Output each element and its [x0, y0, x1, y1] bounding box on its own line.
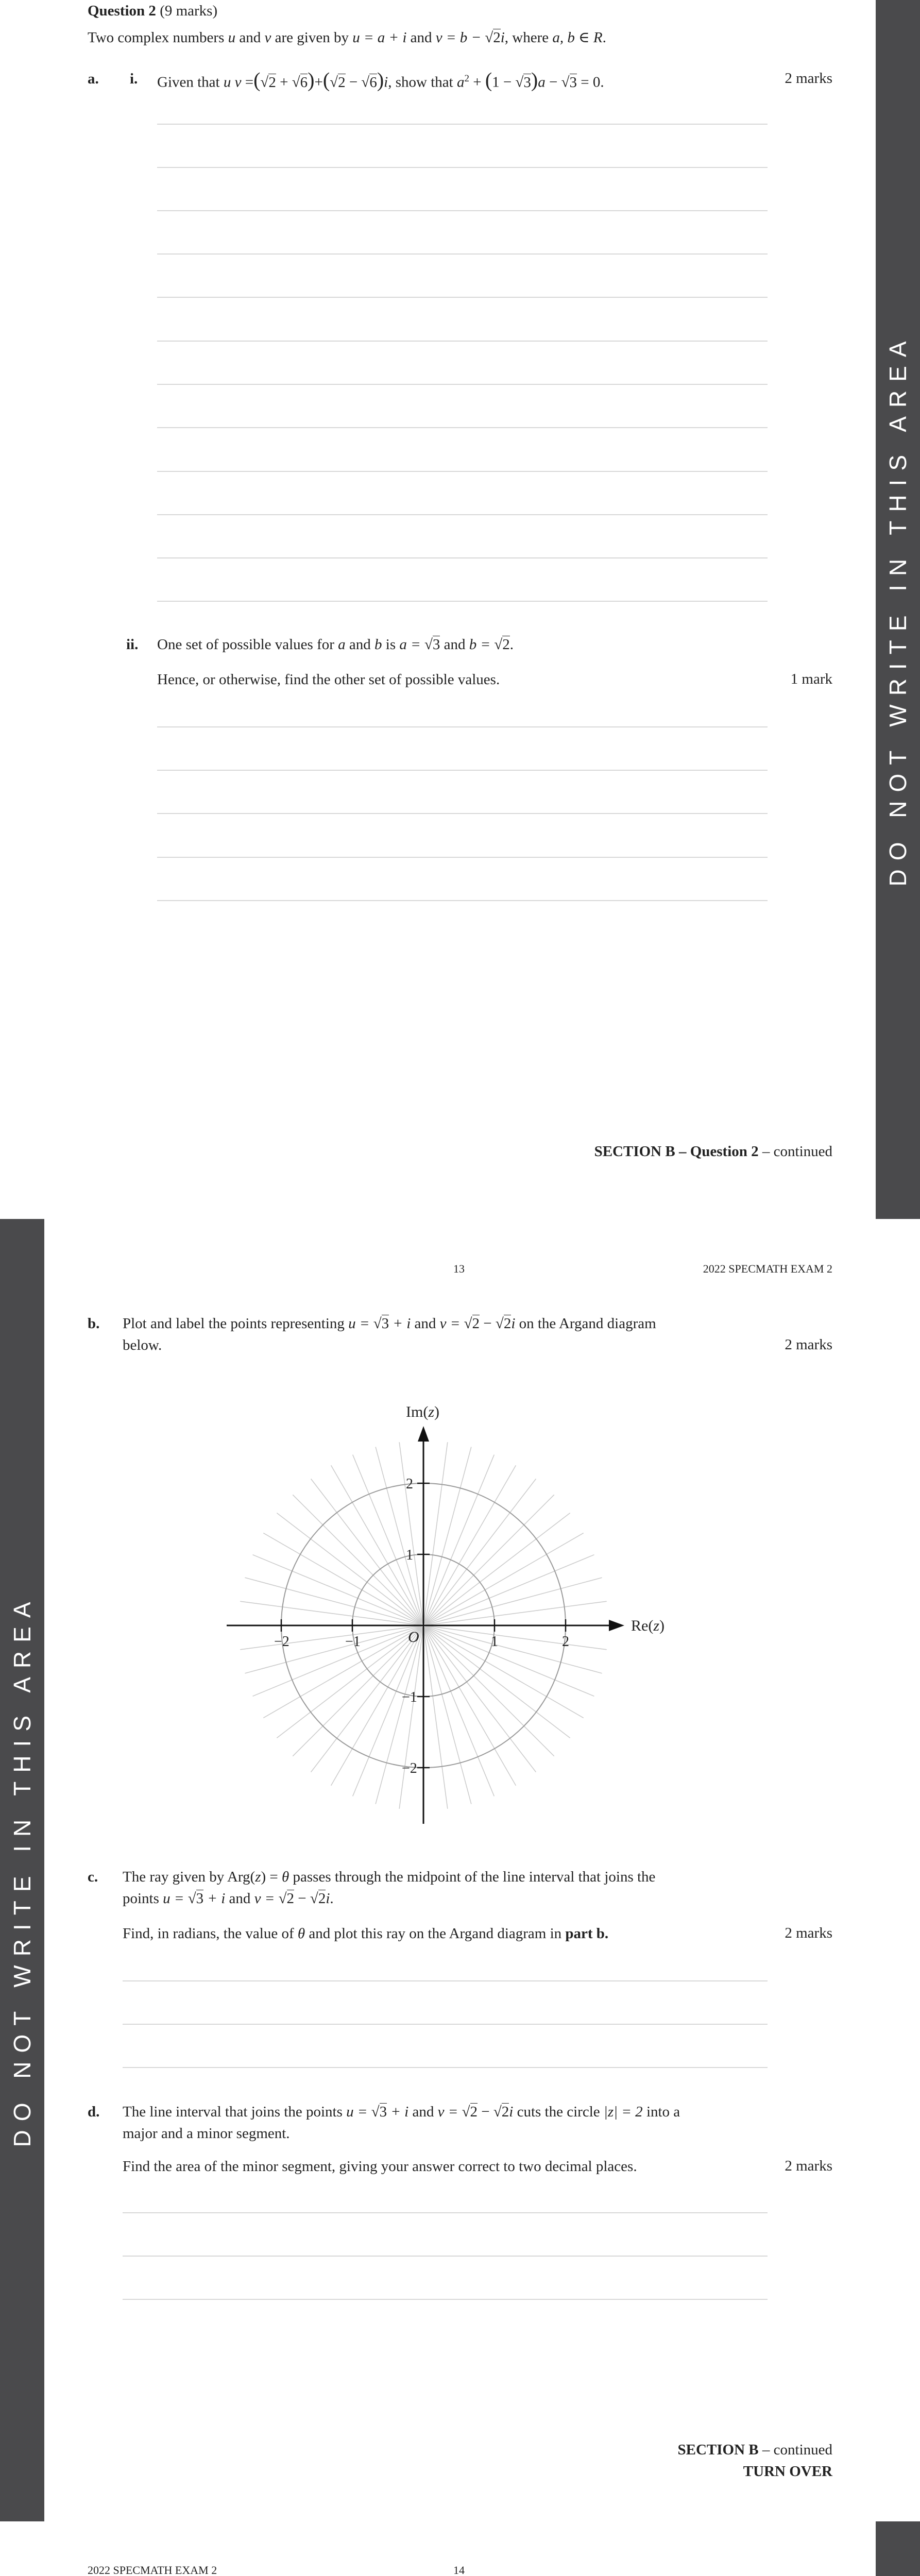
- equation-u: u =: [163, 1890, 188, 1907]
- radicand: 3: [196, 1890, 204, 1907]
- q-text: The line interval that joins the points: [123, 2104, 347, 2120]
- part-a-ii-line2: Hence, or otherwise, find the other set of possible values.: [157, 671, 500, 688]
- var-z: z: [255, 1869, 261, 1885]
- question-intro: [88, 29, 606, 46]
- guide-ray: [425, 1627, 554, 1756]
- radicand: 3: [379, 2104, 387, 2120]
- op: +: [473, 74, 482, 91]
- op: −: [478, 2104, 493, 2120]
- x-tick-label: 2: [562, 1634, 569, 1650]
- radicand: 2: [472, 1315, 480, 1332]
- part-b-line2: below.: [123, 1337, 162, 1353]
- guide-ray: [425, 1495, 554, 1624]
- equation-b: b =: [469, 636, 495, 653]
- q-text: passes through the midpoint of the line interval that joins the: [289, 1869, 656, 1885]
- y-tick-label: 2: [406, 1476, 413, 1492]
- part-d-marks: 2 marks: [785, 2158, 832, 2174]
- answer-line[interactable]: [157, 167, 768, 168]
- q-text: .: [330, 1890, 334, 1907]
- turn-over: TURN OVER: [743, 2463, 832, 2480]
- q-text: Find, in radians, the value of: [123, 1925, 298, 1942]
- answer-line[interactable]: [157, 813, 768, 814]
- q-text: on the Argand diagram: [515, 1315, 656, 1332]
- op: +: [280, 74, 288, 91]
- equation-v: v =: [254, 1890, 279, 1907]
- q-text: and: [440, 636, 469, 653]
- x-tick-label: −1: [345, 1634, 361, 1650]
- imag-unit: i: [384, 74, 388, 91]
- equation-u: u =: [346, 2104, 371, 2120]
- op: −: [503, 74, 512, 91]
- q-text: Given that: [157, 74, 224, 91]
- answer-line[interactable]: [157, 900, 768, 901]
- radicand: 2: [502, 636, 510, 653]
- imaginary-axis-arrow: [418, 1426, 429, 1442]
- var-u: u: [228, 29, 236, 46]
- q-text: , show that: [388, 74, 457, 91]
- part-c-line1: [123, 1868, 655, 1886]
- radicand: 2: [470, 2104, 478, 2120]
- answer-line[interactable]: [123, 2024, 768, 2025]
- answer-line[interactable]: [157, 471, 768, 472]
- radicand: 2: [318, 1890, 326, 1907]
- right-banner-text: DO NOT WRITE IN THIS AREA: [884, 332, 911, 887]
- intro-text: are given by: [271, 29, 353, 46]
- guide-ray: [376, 1628, 423, 1804]
- q-text: points: [123, 1890, 163, 1907]
- equation-u-tail: + i: [389, 1315, 411, 1332]
- product-uv: u v: [223, 74, 242, 91]
- y-tick-label: 1: [406, 1547, 413, 1563]
- radicand: 2: [493, 29, 501, 46]
- answer-line[interactable]: [157, 770, 768, 771]
- answer-line[interactable]: [123, 1980, 768, 1981]
- paren-close: ): [531, 68, 538, 92]
- part-d-line2: major and a minor segment.: [123, 2125, 290, 2142]
- question-marks: (9 marks): [160, 3, 218, 19]
- part-a-i-label: i.: [130, 71, 138, 87]
- q-text: = 0.: [581, 74, 604, 91]
- radicand: 2: [503, 1315, 512, 1332]
- part-a-ii-marks: 1 mark: [790, 671, 832, 687]
- q-text: One set of possible values for: [157, 636, 338, 653]
- sqrt-symbol: √: [485, 29, 493, 46]
- equation-u: u = a + i: [352, 29, 407, 46]
- guide-ray: [424, 1447, 471, 1623]
- argand-diagram[interactable]: [216, 1391, 680, 1834]
- part-a-i-question: Given that u v =(√2 + √6)+(√2 − √6)i, show that $a^2 + (1 - √3)a - √3 = 0$.: [157, 68, 604, 92]
- exponent: 2: [464, 73, 469, 84]
- part-a-ii-line1: One set of possible values for a and b is a = √3 and b = √2.: [157, 636, 514, 653]
- right-banner-top: [876, 0, 920, 1219]
- equals-sign: =: [245, 74, 254, 91]
- y-tick-label: −1: [402, 1689, 417, 1705]
- answer-line[interactable]: [157, 557, 768, 558]
- left-banner: [0, 1219, 44, 2521]
- radicand: 2: [286, 1890, 295, 1907]
- answer-line[interactable]: [157, 601, 768, 602]
- q-text: and: [408, 2104, 438, 2120]
- left-banner-text: DO NOT WRITE IN THIS AREA: [9, 1593, 36, 2147]
- part-b-label: b.: [88, 1315, 100, 1332]
- answer-line[interactable]: [157, 384, 768, 385]
- q-text: .: [509, 636, 514, 653]
- part-c-label: c.: [88, 1869, 98, 1885]
- page3-exam-title: 2022 SPECMATH EXAM 2: [88, 2564, 217, 2576]
- continued-section: SECTION B – Question 2: [594, 1143, 759, 1160]
- number: 1: [492, 74, 500, 91]
- equation-u: u =: [348, 1315, 373, 1332]
- imag-unit: i: [500, 29, 505, 46]
- q-text: ) =: [261, 1869, 282, 1885]
- equation-a: a =: [399, 636, 424, 653]
- real-axis-arrow: [609, 1620, 624, 1631]
- part-a-ii-label: ii.: [126, 636, 139, 653]
- guide-ray: [425, 1578, 602, 1625]
- guide-ray: [245, 1578, 421, 1625]
- guide-ray: [425, 1626, 583, 1718]
- var-theta: θ: [282, 1869, 289, 1885]
- origin-label: O: [408, 1629, 419, 1646]
- part-c-line3: [123, 1925, 608, 1942]
- q-text: and plot this ray on the Argand diagram in: [305, 1925, 566, 1942]
- imag-unit: i: [509, 2104, 514, 2120]
- equation-v: v = b −: [435, 29, 485, 46]
- modulus-equation: |z| = 2: [603, 2104, 643, 2120]
- op: +: [314, 74, 323, 91]
- page2-continued: [678, 2441, 833, 2459]
- guide-ray: [424, 1465, 516, 1623]
- domain-statement: a, b ∈ R: [552, 29, 603, 46]
- part-reference: part b.: [565, 1925, 609, 1942]
- question-heading: [88, 2, 217, 20]
- guide-ray: [425, 1533, 583, 1624]
- q-text: and: [411, 1315, 440, 1332]
- answer-line[interactable]: [157, 210, 768, 211]
- guide-ray: [245, 1626, 421, 1673]
- guide-ray: [293, 1495, 422, 1624]
- radicand: 3: [381, 1315, 389, 1332]
- part-a-i-marks: 2 marks: [785, 70, 832, 87]
- var-a: a: [456, 74, 465, 91]
- answer-line[interactable]: [157, 514, 768, 515]
- answer-line[interactable]: [123, 2067, 768, 2068]
- continued-section: SECTION B: [677, 2442, 759, 2458]
- op: −: [480, 1315, 496, 1332]
- answer-line[interactable]: [157, 124, 768, 125]
- answer-line[interactable]: [157, 726, 768, 727]
- imag-unit: i: [511, 1315, 516, 1332]
- part-b-line1: Plot and label the points representing u = √3 + i and v = √2 − √2i on the Argand diagram: [123, 1315, 656, 1332]
- answer-line[interactable]: [157, 427, 768, 428]
- x-tick-label: 1: [491, 1634, 498, 1650]
- part-d-line3: Find the area of the minor segment, giving your answer correct to two decimal places.: [123, 2158, 637, 2175]
- radicand: 3: [432, 636, 440, 653]
- answer-line[interactable]: [157, 253, 768, 255]
- q-text: and: [345, 636, 375, 653]
- intro-text: Two complex numbers: [88, 29, 228, 46]
- radicand: 6: [369, 74, 377, 91]
- q-text: The ray given by Arg(: [123, 1869, 255, 1885]
- intro-text: .: [602, 29, 606, 46]
- continued-text: – continued: [758, 1143, 832, 1160]
- radicand: 3: [523, 74, 531, 91]
- paren-close: ): [377, 68, 384, 92]
- x-axis-label: Re(z): [631, 1617, 665, 1634]
- paren-open: (: [322, 68, 330, 92]
- y-axis-label: Im(z): [406, 1403, 440, 1420]
- var-a: a: [338, 636, 346, 653]
- var-v: v: [264, 29, 271, 46]
- y-tick-label: −2: [402, 1760, 417, 1776]
- guide-ray: [263, 1533, 421, 1624]
- q-text: and: [225, 1890, 254, 1907]
- page2-page-number: 13: [453, 1262, 465, 1275]
- var-b: b: [374, 636, 382, 653]
- question-title: Question 2: [88, 3, 156, 19]
- equation-v: v =: [439, 1315, 464, 1332]
- right-banner-bottom: [876, 2521, 920, 2576]
- continued-text: – continued: [758, 2442, 832, 2458]
- part-c-marks: 2 marks: [785, 1925, 832, 1941]
- radicand: 6: [300, 74, 308, 91]
- answer-line[interactable]: [157, 297, 768, 298]
- part-d-line1: The line interval that joins the points u = √3 + i and v = √2 − √2i cuts the circle |z| = 2 into a: [123, 2104, 680, 2120]
- guide-ray: [376, 1447, 423, 1623]
- answer-line[interactable]: [157, 857, 768, 858]
- guide-ray: [424, 1627, 516, 1785]
- equation-u-tail: + i: [387, 2104, 409, 2120]
- radicand: 3: [569, 74, 577, 91]
- page1-continued: [594, 1143, 832, 1160]
- var-theta: θ: [297, 1925, 305, 1942]
- x-tick-label: −2: [274, 1634, 289, 1650]
- op: −: [294, 1890, 310, 1907]
- q-text: Plot and label the points representing: [123, 1315, 349, 1332]
- intro-text: and: [235, 29, 265, 46]
- q-text: cuts the circle: [513, 2104, 604, 2120]
- radicand: 2: [501, 2104, 509, 2120]
- paren-close: ): [308, 68, 315, 92]
- imag-unit: i: [326, 1890, 330, 1907]
- part-d-label: d.: [88, 2104, 100, 2120]
- op: −: [349, 74, 358, 91]
- answer-line[interactable]: [123, 2256, 768, 2257]
- var-a: a: [538, 74, 546, 91]
- part-a-label: a.: [88, 71, 99, 87]
- guide-ray: [425, 1626, 602, 1673]
- op: −: [549, 74, 558, 91]
- equation-u-tail: + i: [203, 1890, 226, 1907]
- radicand: 2: [338, 74, 346, 91]
- guide-ray: [424, 1628, 471, 1804]
- radicand: 2: [268, 74, 276, 91]
- intro-text: , where: [504, 29, 553, 46]
- q-text: is: [382, 636, 400, 653]
- answer-line[interactable]: [123, 2212, 768, 2213]
- page2-exam-title: 2022 SPECMATH EXAM 2: [703, 1262, 832, 1275]
- page3-page-number: 14: [453, 2564, 465, 2576]
- intro-text: and: [406, 29, 436, 46]
- answer-line[interactable]: [123, 2299, 768, 2300]
- paren-open: (: [485, 68, 492, 92]
- q-text: into a: [642, 2104, 680, 2120]
- answer-line[interactable]: [157, 341, 768, 342]
- part-c-line2: points u = √3 + i and v = √2 − √2i.: [123, 1890, 334, 1907]
- part-b-marks: 2 marks: [785, 1336, 832, 1353]
- equation-v: v =: [437, 2104, 462, 2120]
- paren-open: (: [253, 68, 261, 92]
